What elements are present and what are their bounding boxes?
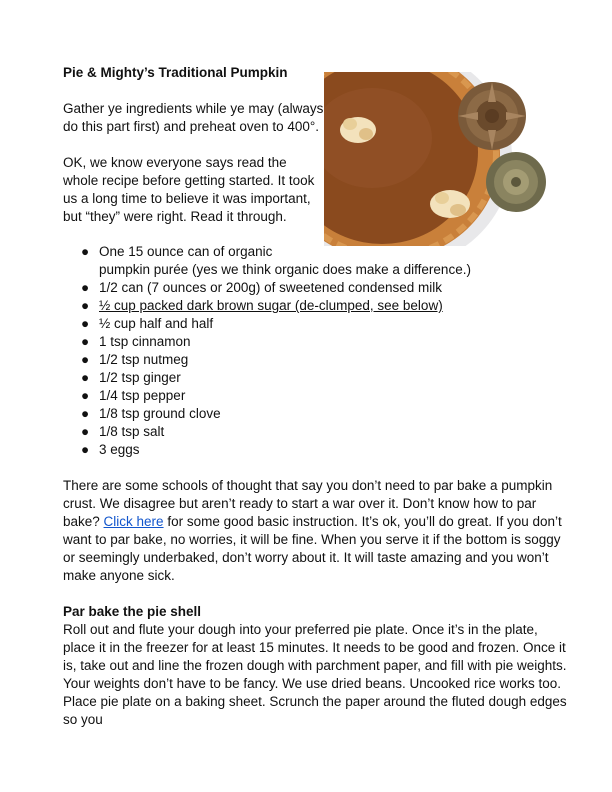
pastry-leaf-bottom [430,190,470,218]
click-here-link[interactable]: Click here [103,514,164,529]
list-item [0,351,471,369]
ingredient-text: ½ cup packed dark brown sugar (de-clumped, see below) [99,298,443,313]
bullet-icon: ● [81,424,90,439]
ingredient-text: 1/8 tsp ground clove [99,406,221,421]
pinecone-bottom [486,152,546,212]
ingredient-text: 1/4 tsp pepper [99,388,186,403]
ingredient-list [0,243,471,459]
bullet-icon: ● [81,388,90,403]
recipe-title: Pie & Mighty’s Traditional Pumpkin [63,65,288,80]
par-bake-paragraph [63,477,569,585]
pie-illustration [324,72,558,246]
bullet-icon: ● [81,316,90,331]
pastry-leaf-top [340,117,376,143]
ingredient-text: 1/2 can (7 ounces or 200g) of sweetened condensed milk [99,280,442,295]
intro-paragraph-read-through: OK, we know everyone says read the whole recipe before getting started. It took us a long time to believe it was important, but “they” were right. Read it through. [63,155,315,224]
ingredient-text: 1 tsp cinnamon [99,334,191,349]
ingredient-text: 1/8 tsp salt [99,424,165,439]
par-bake-text-after-link: for some good basic instruction. It’s ok, you’ll do great. If you don’t want to par bake, no worries, it will be fine. When you serve it if the bottom is soggy or seemingly underbaked, don’t worry about it. It will taste amazing and you won’t make anyone sick. [63,514,562,583]
bullet-icon: ● [81,352,90,367]
ingredient-text: ½ cup half and half [99,316,214,331]
list-item [0,333,471,351]
list-item [0,243,471,279]
list-item [0,441,471,459]
list-item [0,315,471,333]
bullet-icon: ● [81,244,90,259]
list-item [0,279,471,297]
par-bake-instructions-paragraph: Roll out and flute your dough into your preferred pie plate. Once it’s in the plate, place it in the freezer for at least 15 minutes. It needs to be good and frozen. Once it is, take out and line the frozen dough with parchment paper, and fill with pie weights. Your weights don’t have to be fancy. We use dried beans. Uncooked rice works too. Place pie plate on a baking sheet. Scrunch the paper around the fluted dough edges so you [63,622,567,727]
bullet-icon: ● [81,280,90,295]
section-heading-par-bake: Par bake the pie shell [63,604,202,619]
par-bake-text-before-link: There are some schools of thought that say you don’t need to par bake a pumpkin crust. We disagree but aren’t ready to start a war over it. Don’t know how to par bake? [63,478,553,529]
list-item [0,405,471,423]
ingredient-text: 1/2 tsp nutmeg [99,352,189,367]
list-item [0,387,471,405]
intro-paragraph-preheat: Gather ye ingredients while ye may (always do this part first) and preheat oven to 400°. [63,101,324,134]
list-item [0,369,471,387]
pinecone-top [458,82,526,150]
ingredient-text: 1/2 tsp ginger [99,370,181,385]
list-item [0,297,471,315]
bullet-icon: ● [81,334,90,349]
list-item [0,423,471,441]
bullet-icon: ● [81,442,90,457]
bullet-icon: ● [81,370,90,385]
ingredient-text-continuation: pumpkin purée (yes we think organic does make a difference.) [99,262,471,277]
bullet-icon: ● [81,406,90,421]
ingredient-text: 3 eggs [99,442,140,457]
pumpkin-pie-photo [324,72,558,246]
ingredient-text: One 15 ounce can of organic [99,244,273,259]
bullet-icon: ● [81,298,90,313]
